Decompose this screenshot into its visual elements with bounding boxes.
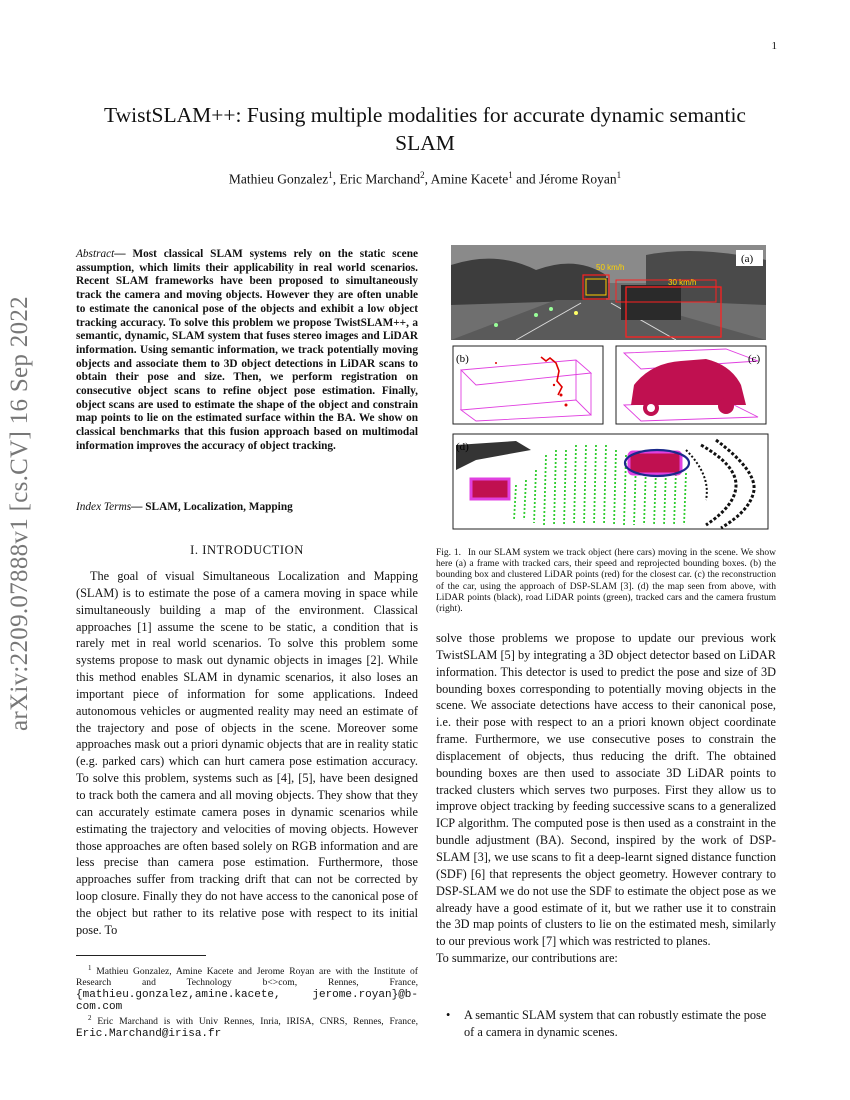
- panel-label: (c): [748, 353, 761, 365]
- panel-label: (a): [741, 253, 754, 265]
- contribution-list: [446, 1007, 776, 1041]
- index-terms: Index Terms— SLAM, Localization, Mapping: [76, 501, 293, 513]
- footnote-text: Mathieu Gonzalez, Amine Kacete and Jerome Royan are with the Institute of Research and Technology b<>com, Rennes, France,: [76, 966, 418, 989]
- author-list: Mathieu Gonzalez$^1$, Eric Marchand$^2$, Amine Kacete$^1$ and Jérome Royan$^1$: [228, 170, 622, 187]
- panel-label: (b): [456, 353, 469, 365]
- speed-label: 30 km/h: [668, 278, 697, 287]
- panel-a-image: [451, 245, 766, 340]
- footnote-email: {mathieu.gonzalez,amine.kacete, jerome.royan}@b-com.com: [76, 988, 418, 1014]
- author: Eric Marchand: [339, 171, 421, 187]
- caption-label: Fig. 1.: [436, 548, 462, 558]
- panel-c-image: [616, 346, 766, 424]
- section-heading: I. INTRODUCTION: [190, 543, 304, 557]
- index-terms-label: Index Terms: [76, 501, 132, 513]
- abstract-text: Most classical SLAM systems rely on the static scene assumption, which limits their applicability in real world scenarios. Recent SLAM frameworks have been proposed to simultaneously track the camera and moving objects. However they are often unable to estimate the canonical pose of the objects and exhibit a low object tracking accuracy. To solve this problem we propose TwistSLAM++, a semantic, dynamic, SLAM system that fuses stereo images and LiDAR information. Using semantic information, we track potentially moving objects and associate them to 3D object detections in LiDAR scans to obtain their pose and size. Then, we perform registration on consecutive object scans to refine object pose estimation. Finally, object scans are used to estimate the shape of the object and constrain map points to lie on the estimated surface within the BA. We show on classical benchmarks that this fusion approach based on multimodal information improves the accuracy of object tracking.: [76, 248, 418, 452]
- panel-b-image: [453, 346, 603, 424]
- abstract-label: Abstract: [76, 248, 115, 260]
- speed-label: 50 km/h: [596, 263, 625, 272]
- author: Mathieu Gonzalez: [228, 171, 329, 187]
- footnote-email: Eric.Marchand@irisa.fr: [76, 1027, 222, 1040]
- arxiv-stamp: arXiv:2209.07888v1 [cs.CV] 16 Sep 2022: [6, 296, 33, 731]
- footnote-text: Eric Marchand is with Univ Rennes, Inria, IRISA, CNRS, Rennes, France,: [97, 1016, 419, 1028]
- intro-paragraph-right: [436, 630, 776, 967]
- page-number: 1: [771, 40, 777, 52]
- author: Jérome Royan: [538, 171, 617, 187]
- intro-text-left: The goal of visual Simultaneous Localization and Mapping (SLAM) is to estimate the pose of a camera moving in space while simultaneously building a map of the environment. Classical approaches [1] assume the scene to be static, a condition that is rarely met in real world scenarios. To solve this problem some systems propose to mask out dynamic objects in images [2]. While this method enables SLAM in dynamic scenarios, it also loses an important piece of information for some applications. Indeed autonomous vehicles or augmented reality may need an estimate of the trajectory and pose of objects in the scene. Moreover some approaches mask out a priori dynamic objects that are in reality static (e.g. parked cars) which can hurt camera pose estimation accuracy. To solve this problem, systems such as [4], [5], have been designed to track both the camera and all moving objects. They show that they can accurately estimate camera poses in dynamic scenarios while estimating the trajectory and velocities of moving objects. However those approaches are often based solely on RGB information and are less precise than camera pose estimation. Furthermore, those approaches suffer from tracking drift that can not be corrected by loop closure. Finally they do not have access to the canonical pose of the object but rather to its relative pose with respect to its initial pose. To: [76, 569, 418, 937]
- figure-1: [436, 245, 776, 542]
- figure-caption: [436, 548, 776, 615]
- list-item: [446, 1007, 776, 1041]
- paper-title: TwistSLAM++: Fusing multiple modalities for accurate dynamic semantic SLAM: [104, 103, 746, 155]
- index-terms-text: SLAM, Localization, Mapping: [145, 501, 293, 513]
- intro-text-right: solve those problems we propose to update our previous work TwistSLAM [5] by integrating a 3D object detector based on LiDAR information. This detector is used to predict the pose and size of 3D bounding boxes corresponding to potentially moving objects in the scene. We associate detections have access to their canonical pose, i.e. their pose with respect to an a priori known object coordinate frame. Furthermore, we use consecutive poses to constrain the displacement of objects, thus reducing the drift. The obtained bounding boxes are then used to associate 3D LiDAR points to tracked clusters which serves two purposes. First they allow us to improve object tracking by feeding successive scans to a generalized ICP algorithm. The computed pose is then used as a constraint in the bundle adjustment (BA). Second, inspired by the work of DSP-SLAM [3], we use scans to fit a deep-learnt signed distance function (SDF) [6] that represents the object geometry. However contrary to DSP-SLAM we do not use the SDF to estimate the object pose as we already have a good estimate of it, but we rather use it to constrain the 3D map points of clusters to lie on the estimated mesh, similarly to our previous work [7] which was restricted to planes.: [436, 631, 776, 949]
- author: Amine Kacete: [430, 171, 509, 187]
- footnote-mark: 1: [88, 964, 92, 972]
- panel-label: (d): [456, 441, 469, 453]
- contribution-text: A semantic SLAM system that can robustly estimate the pose of a camera in dynamic scenes.: [464, 1008, 767, 1039]
- bullet-icon: •: [446, 1008, 451, 1022]
- affiliation-mark: 1: [508, 170, 513, 180]
- abstract: Abstract— Most classical SLAM systems rely on the static scene assumption, which limits their applicability in real world scenarios. Recent SLAM frameworks have been proposed to simultaneously track the camera and moving objects. However they are often unable to estimate the canonical pose of the objects and exhibit a low object tracking accuracy. To solve this problem we propose TwistSLAM++, a semantic, dynamic, SLAM system that fuses stereo images and LiDAR information. Using semantic information, we track potentially moving objects and associate them to 3D object detections in LiDAR scans to obtain their pose and size. Then, we perform registration on consecutive object scans to refine object pose estimation. Finally, object scans are used to estimate the shape of the object and constrain map points to lie on the estimated surface within the BA. We show on classical benchmarks that this fusion approach based on multimodal information improves the accuracy of object tracking.: [76, 248, 418, 452]
- panel-d-image: [453, 434, 768, 529]
- footnotes: [76, 963, 418, 1040]
- affiliation-mark: 1: [328, 170, 333, 180]
- intro-paragraph-left: [76, 568, 418, 939]
- summary-line: To summarize, our contributions are:: [436, 951, 618, 966]
- caption-text: In our SLAM system we track object (here cars) moving in the scene. We show here (a) a frame with tracked cars, their speed and reprojected bounding boxes. (b) the bounding box and clustered LiDAR points (red) for the closest car. (c) the reconstruction of the car, using the approach of DSP-SLAM [3]. (d) the map seen from above, with LiDAR points (black), road LiDAR points (green), tracked cars and the camera frustum (right).: [436, 548, 776, 615]
- footnote-divider: [76, 955, 206, 956]
- footnote-mark: 2: [88, 1014, 92, 1023]
- affiliation-mark: 2: [420, 170, 425, 180]
- figure-graphic: [436, 245, 776, 542]
- affiliation-mark: 1: [616, 170, 622, 180]
